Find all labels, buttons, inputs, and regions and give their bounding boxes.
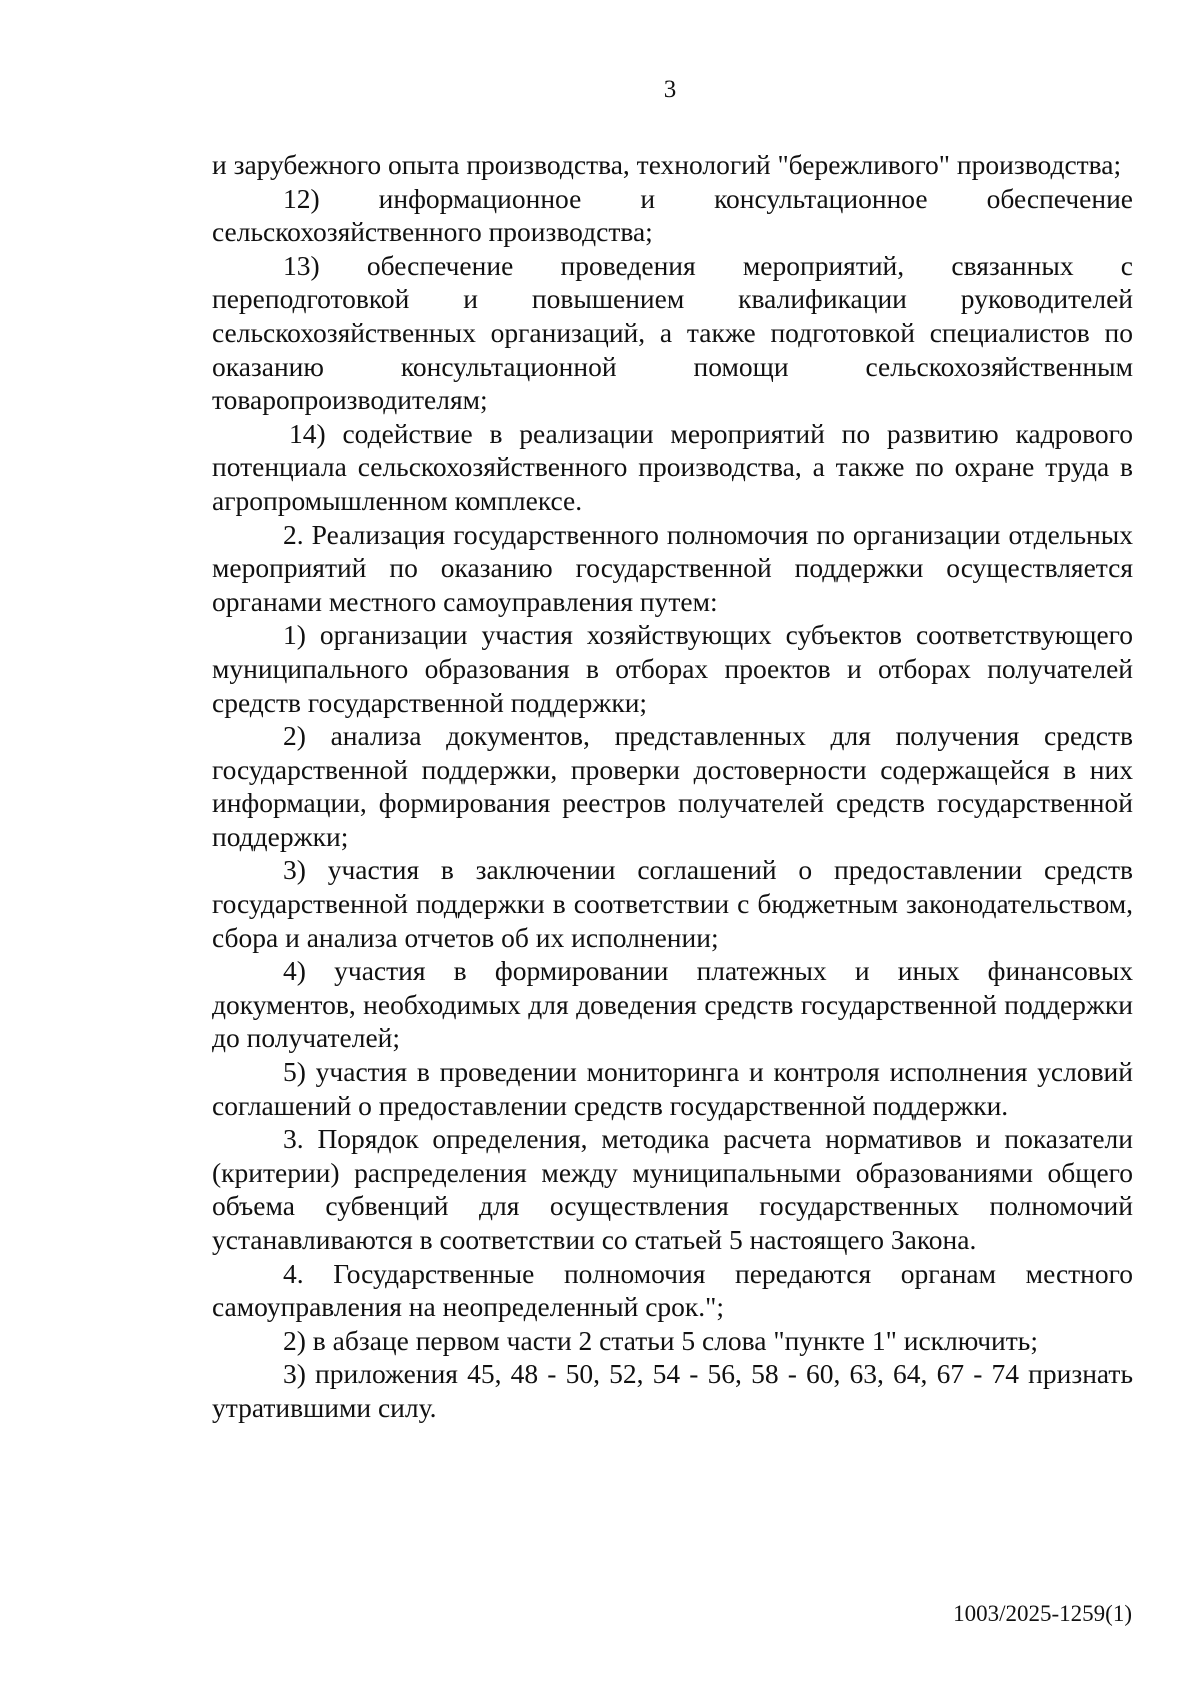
- list-item-12: 12) информационное и консультационное обеспечение сельскохозяйственного производства;: [212, 182, 1133, 248]
- clause-2-item-2: 2) анализа документов, представленных для получения средств государственной поддержки, проверки достоверности содержащейся в них информации, формирования реестров получателей средств государственной поддержки;: [212, 720, 1133, 852]
- clause-3: 3. Порядок определения, методика расчета нормативов и показатели (критерии) распределения между муниципальными образованиями общего объема субвенций для осуществления государственных полномочий устанавливаются в соответствии со статьей 5 настоящего Закона.: [212, 1123, 1133, 1255]
- clause-4: 4. Государственные полномочия передаются органам местного самоуправления на неопределенный срок.";: [212, 1257, 1133, 1323]
- clause-2-item-1: 1) организации участия хозяйствующих субъектов соответствующего муниципального образования в отборах проектов и отборах получателей средств государственной поддержки;: [212, 619, 1133, 718]
- clause-2-item-3: 3) участия в заключении соглашений о предоставлении средств государственной поддержки в соответствии с бюджетным законодательством, сбора и анализа отчетов об их исполнении;: [212, 854, 1133, 953]
- list-item-14: 14) содействие в реализации мероприятий по развитию кадрового потенциала сельскохозяйственного производства, а также по охране труда в агропромышленном комплексе.: [212, 417, 1133, 516]
- clause-2-item-4: 4) участия в формировании платежных и иных финансовых документов, необходимых для доведения средств государственной поддержки до получателей;: [212, 955, 1133, 1054]
- clause-2-item-5: 5) участия в проведении мониторинга и контроля исполнения условий соглашений о предоставлении средств государственной поддержки.: [212, 1056, 1133, 1121]
- document-body: [212, 148, 1133, 1425]
- page-number: 3: [663, 76, 677, 103]
- document-code: 1003/2025-1259(1): [953, 1601, 1132, 1626]
- amendment-item-2: 2) в абзаце первом части 2 статьи 5 слова "пункте 1" исключить;: [283, 1324, 1038, 1356]
- paragraph-continuation: и зарубежного опыта производства, технологий "бережливого" производства;: [212, 149, 1122, 180]
- list-item-13: 13) обеспечение проведения мероприятий, связанных с переподготовкой и повышением квалификации руководителей сельскохозяйственных организаций, а также подготовкой специалистов по оказанию консультационной помощи сельскохозяйственным товаропроизводителям;: [212, 249, 1133, 416]
- clause-2: 2. Реализация государственного полномочия по организации отдельных мероприятий по оказанию государственной поддержки осуществляется органами местного самоуправления путем:: [212, 518, 1133, 617]
- amendment-item-3: 3) приложения 45, 48 - 50, 52, 54 - 56, 58 - 60, 63, 64, 67 - 74 признать утратившими силу.: [212, 1358, 1133, 1423]
